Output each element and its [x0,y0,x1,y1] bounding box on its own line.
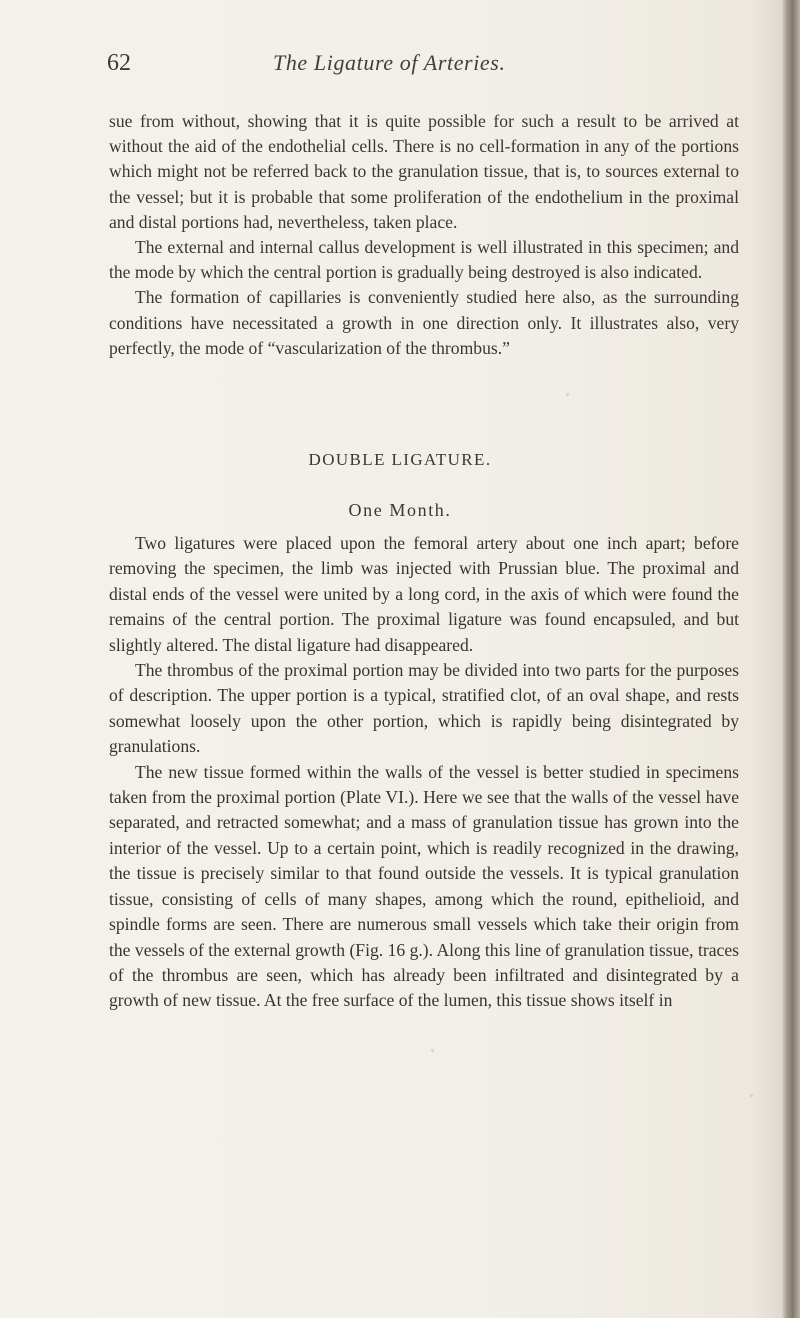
body-text-top [109,109,739,361]
paper-speck [431,1049,434,1052]
paper-speck [750,1094,753,1097]
paragraph-capillaries: The formation of capillaries is conveniently studied here also, as the surrounding conditions have necessitated a growth in one direction only. It illustrates also, very perfectly, the mode of “vascularization of the thrombus.” [109,287,739,358]
paragraph-continuation: sue from without, showing that it is quite possible for such a result to be arrived at without the aid of the endothelial cells. There is no cell-formation in any of the portions which might not be referred back to the granulation tissue, that is, to sources external to the vessel; but it is probable that some proliferation of the endothelium in the proximal and distal portions had, nevertheless, taken place. [109,111,739,232]
page-header [0,48,800,86]
paper-speck [566,393,569,396]
body-text-bottom [109,531,739,1014]
paragraph-ligatures: Two ligatures were placed upon the femoral artery about one inch apart; before removing the specimen, the limb was injected with Prussian blue. The proximal and distal ends of the vessel were united by a long cord, in the axis of which were found the remains of the central portion. The proximal ligature was found encapsuled, and but slightly altered. The distal ligature had disappeared. [109,533,739,655]
paper-speck [647,699,650,702]
book-spine-shadow [782,0,800,1318]
running-title: The Ligature of Arteries. [273,50,506,75]
section-heading: DOUBLE LIGATURE. [308,450,492,469]
page-number: 62 [107,50,131,76]
paragraph-new-tissue: The new tissue formed within the walls of the vessel is better studied in specimens taken from the proximal portion (Plate VI.). Here we see that the walls of the vessel have separated, and retracted somewhat; and a mass of granulation tissue has grown into the interior of the vessel. Up to a certain point, which is readily recognized in the drawing, the tissue is precisely similar to that found outside the vessels. It is typical granulation tissue, consisting of cells of many shapes, among which the round, epithelioid, and spindle forms are seen. There are numerous small vessels which take their origin from the vessels of the external growth (Fig. 16 g.). Along this line of granulation tissue, traces of the thrombus are seen, which has already been infiltrated and disintegrated by a growth of new tissue. At the free surface of the lumen, this tissue shows itself in [109,761,739,1011]
paragraph-thrombus: The thrombus of the proximal portion may be divided into two parts for the purposes of description. The upper portion is a typical, stratified clot, of an oval shape, and rests somewhat loosely upon the other portion, which is rapidly being disintegrated by granulations. [109,660,739,757]
paragraph-callus-development: The external and internal callus development is well illustrated in this specimen; and the mode by which the central portion is gradually being destroyed is also indicated. [109,237,739,283]
section-subheading: One Month. [348,500,452,520]
